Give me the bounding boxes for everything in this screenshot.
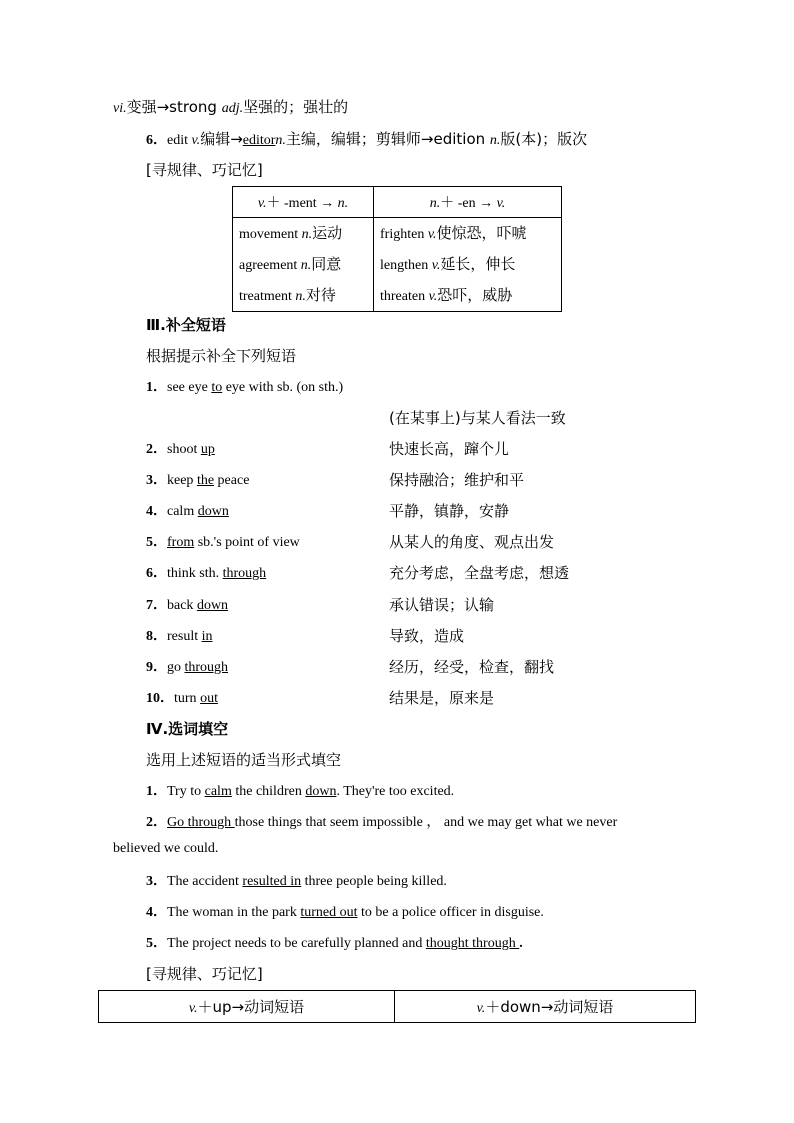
pos: v. xyxy=(496,196,506,211)
meaning: 恐吓，威胁 xyxy=(437,286,513,304)
text: peace xyxy=(214,473,250,488)
pos: n. xyxy=(429,196,441,211)
sentence-1 xyxy=(146,780,454,800)
pos: n. xyxy=(275,133,286,148)
meaning: 使惊恐，吓唬 xyxy=(436,224,527,242)
phrase-pattern-table xyxy=(98,990,696,1023)
text: 编辑→ xyxy=(200,130,243,148)
text: the children xyxy=(231,784,306,799)
pos-adj: adj. xyxy=(221,101,244,116)
meaning: 运动 xyxy=(312,224,343,242)
text: 变强→strong xyxy=(126,98,222,116)
text: result xyxy=(167,629,202,644)
text: back xyxy=(167,598,197,613)
suffix-table xyxy=(232,186,562,312)
text: shoot xyxy=(167,442,201,457)
phrase-meaning-10: 结果是，原来是 xyxy=(389,689,495,707)
meaning: 对待 xyxy=(305,286,336,304)
line-edit xyxy=(146,128,587,149)
text: ＋down→动词短语 xyxy=(485,998,614,1016)
text: . They're too excited. xyxy=(336,784,455,799)
table-row xyxy=(374,280,561,311)
table-row xyxy=(233,249,373,280)
table-cell-en-words xyxy=(374,218,562,312)
phrase-item-8 xyxy=(146,625,213,645)
pos: n. xyxy=(301,227,313,242)
text: The accident xyxy=(167,874,243,889)
text: go xyxy=(167,660,185,675)
pos: v. xyxy=(428,289,438,304)
answer: editor xyxy=(242,133,276,148)
pos: v. xyxy=(427,227,437,242)
phrase-item-10 xyxy=(146,687,218,707)
item-number: 2． xyxy=(146,442,167,457)
text: ＋ -ment → xyxy=(266,196,338,211)
pos: v. xyxy=(188,1001,198,1016)
phrase-meaning-5: 从某人的角度、观点出发 xyxy=(389,533,555,551)
item-number: 5． xyxy=(146,535,167,550)
phrase-meaning-6: 充分考虑，全盘考虑，想透 xyxy=(389,564,570,582)
text: those things that seem impossible ， and we may get what we never xyxy=(234,815,618,830)
table-header-en xyxy=(374,187,562,218)
word: agreement xyxy=(239,258,301,273)
pos: n. xyxy=(489,133,501,148)
table-header-up xyxy=(99,991,395,1023)
pos: n. xyxy=(300,258,312,273)
text: see eye xyxy=(167,380,212,395)
answer: through xyxy=(222,566,267,581)
phrase-meaning-2: 快速长高，蹿个儿 xyxy=(389,440,510,458)
tip-heading-2: [寻规律、巧记忆] xyxy=(146,965,263,983)
word: frighten xyxy=(380,227,428,242)
answer: Go through xyxy=(167,815,235,830)
text: ＋up→动词短语 xyxy=(197,998,305,1016)
table-header-down xyxy=(395,991,696,1023)
pos: v. xyxy=(191,133,201,148)
word: movement xyxy=(239,227,302,242)
text: eye with sb. (on sth.) xyxy=(222,380,344,395)
pos: n. xyxy=(337,196,349,211)
item-number: 6． xyxy=(146,133,167,148)
phrase-item-9 xyxy=(146,656,228,676)
sentence-5 xyxy=(146,932,523,952)
phrase-item-3 xyxy=(146,469,249,489)
answer: in xyxy=(201,629,213,644)
text: The woman in the park xyxy=(167,905,301,920)
answer: down xyxy=(196,598,229,613)
phrase-meaning-8: 导致，造成 xyxy=(389,627,465,645)
item-number: 9． xyxy=(146,660,167,675)
answer: turned out xyxy=(300,905,358,920)
text: 主编，编辑；剪辑师→edition xyxy=(285,130,490,148)
table-header-ment xyxy=(233,187,374,218)
item-number: 3． xyxy=(146,874,167,889)
item-number: 4． xyxy=(146,905,167,920)
sentence-2 xyxy=(146,811,617,831)
text: ＋ -en → xyxy=(440,196,497,211)
text: 坚强的；强壮的 xyxy=(243,98,349,116)
text: keep xyxy=(167,473,197,488)
answer: from xyxy=(167,535,195,550)
item-number: 3． xyxy=(146,473,167,488)
phrase-item-1 xyxy=(146,376,343,396)
pos: v. xyxy=(431,258,441,273)
pos-vi: vi. xyxy=(113,101,127,116)
answer: up xyxy=(200,442,215,457)
table-row xyxy=(233,280,373,311)
answer: down xyxy=(305,784,337,799)
answer: out xyxy=(200,691,218,706)
meaning: 同意 xyxy=(311,255,342,273)
phrase-item-4 xyxy=(146,500,229,520)
section-title-4: Ⅳ.选词填空 xyxy=(146,720,229,738)
text: edit xyxy=(167,133,192,148)
text: three people being killed. xyxy=(301,874,447,889)
line-vi-strong xyxy=(113,96,348,117)
text: The project needs to be carefully planned and xyxy=(167,936,426,951)
section-instruction-4: 选用上述短语的适当形式填空 xyxy=(146,751,342,769)
phrase-item-6 xyxy=(146,562,266,582)
answer: resulted in xyxy=(242,874,302,889)
item-number: 8． xyxy=(146,629,167,644)
item-number: 7． xyxy=(146,598,167,613)
answer: the xyxy=(196,473,215,488)
sentence-3 xyxy=(146,870,447,890)
tip-heading-1: [寻规律、巧记忆] xyxy=(146,161,263,179)
item-number: 5． xyxy=(146,936,167,951)
answer: thought through xyxy=(425,936,520,951)
phrase-meaning-3: 保持融洽；维护和平 xyxy=(389,471,525,489)
sentence-2-continued: believed we could. xyxy=(113,841,219,856)
sentence-4 xyxy=(146,901,544,921)
text: turn xyxy=(174,691,201,706)
pos: v. xyxy=(476,1001,486,1016)
phrase-meaning-4: 平静，镇静，安静 xyxy=(389,502,510,520)
word: lengthen xyxy=(380,258,432,273)
answer: through xyxy=(184,660,229,675)
text: calm xyxy=(167,504,198,519)
word: threaten xyxy=(380,289,429,304)
table-row xyxy=(233,218,373,249)
phrase-meaning-1: (在某事上)与某人看法一致 xyxy=(389,409,566,427)
section-title-3: Ⅲ.补全短语 xyxy=(146,316,226,334)
table-row xyxy=(374,218,561,249)
table-cell-ment-words xyxy=(233,218,374,312)
text: 版(本)；版次 xyxy=(500,130,588,148)
text: think sth. xyxy=(167,566,223,581)
phrase-item-2 xyxy=(146,438,215,458)
text: Try to xyxy=(167,784,205,799)
meaning: 延长，伸长 xyxy=(440,255,516,273)
item-number: 1． xyxy=(146,380,167,395)
phrase-meaning-7: 承认错误；认输 xyxy=(389,596,495,614)
text: sb.'s point of view xyxy=(194,535,300,550)
phrase-item-7 xyxy=(146,594,228,614)
table-row xyxy=(374,249,561,280)
phrase-meaning-9: 经历，经受，检查，翻找 xyxy=(389,658,555,676)
item-number: 10． xyxy=(146,691,174,706)
answer: down xyxy=(197,504,229,519)
pos: n. xyxy=(295,289,306,304)
item-number: 4． xyxy=(146,504,167,519)
section-instruction-3: 根据提示补全下列短语 xyxy=(146,347,297,365)
item-number: 2． xyxy=(146,815,167,830)
text: to be a police officer in disguise. xyxy=(357,905,544,920)
pos: v. xyxy=(257,196,267,211)
word: treatment xyxy=(239,289,296,304)
answer: calm xyxy=(204,784,232,799)
answer: to xyxy=(211,380,223,395)
item-number: 6． xyxy=(146,566,167,581)
text: . xyxy=(519,936,523,951)
item-number: 1． xyxy=(146,784,167,799)
phrase-item-5 xyxy=(146,531,300,551)
